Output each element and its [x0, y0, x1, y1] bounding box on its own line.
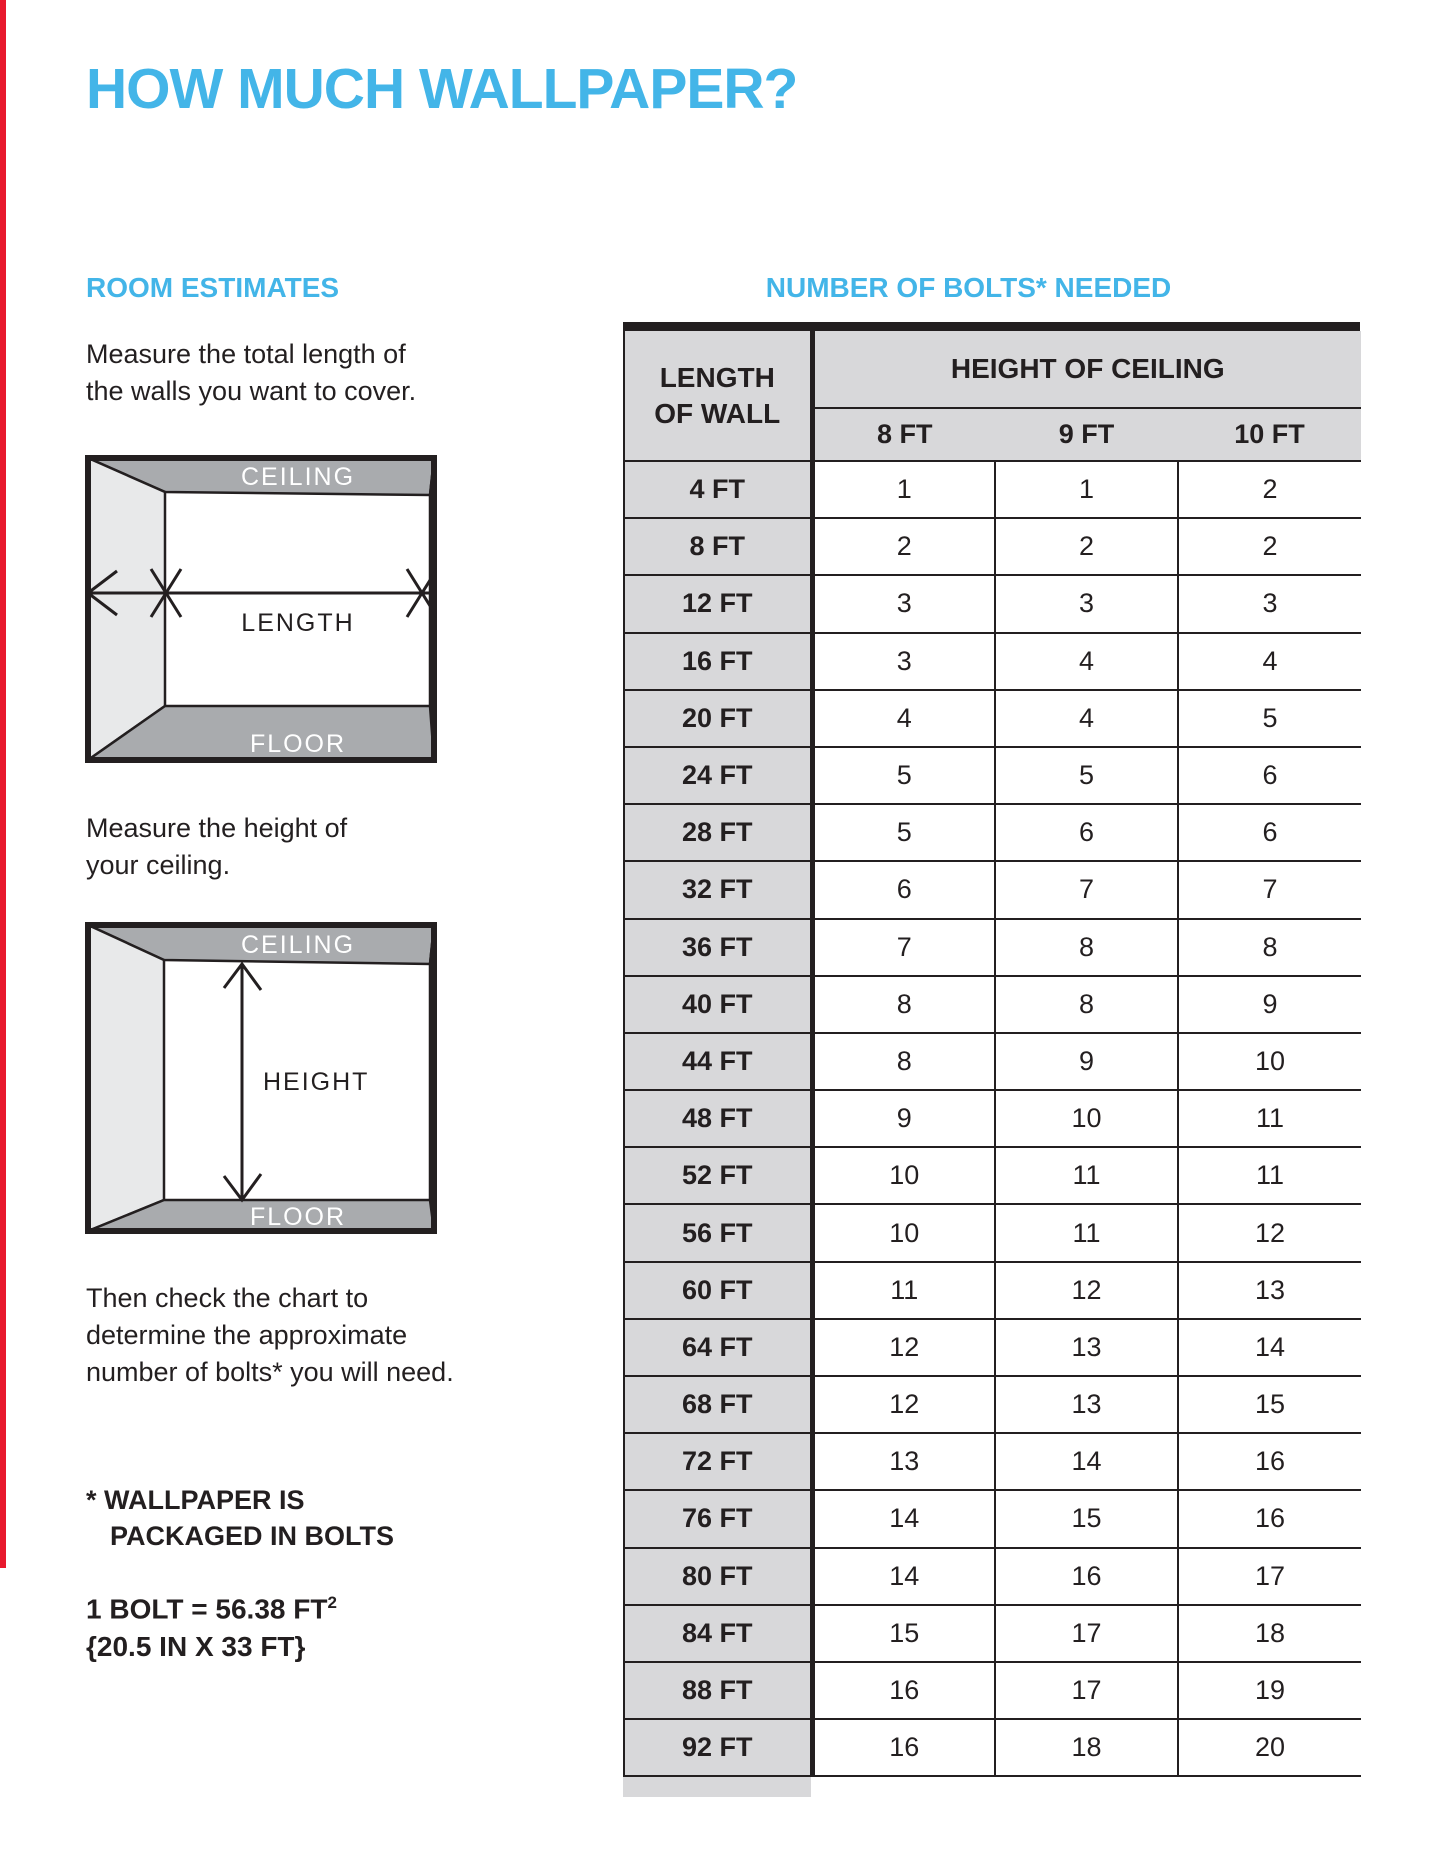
cell-8ft: 5 [812, 747, 995, 804]
height-of-ceiling-header: HEIGHT OF CEILING [812, 331, 1361, 408]
row-length-label: 88 FT [624, 1662, 812, 1719]
cell-9ft: 14 [995, 1433, 1178, 1490]
cell-9ft: 1 [995, 461, 1178, 518]
cell-9ft: 17 [995, 1662, 1178, 1719]
row-length-label: 12 FT [624, 575, 812, 632]
row-length-label: 48 FT [624, 1090, 812, 1147]
room-estimates-heading: ROOM ESTIMATES [86, 272, 340, 303]
cell-10ft: 8 [1178, 919, 1361, 976]
cell-9ft: 8 [995, 919, 1178, 976]
bolt-size-note [86, 1584, 337, 1666]
cell-10ft: 11 [1178, 1147, 1361, 1204]
cell-9ft: 4 [995, 690, 1178, 747]
page-title: HOW MUCH WALLPAPER? [86, 57, 798, 121]
table-row [624, 1376, 1361, 1433]
room-length-diagram [85, 455, 437, 763]
table-row [624, 804, 1361, 861]
floor-label: FLOOR [249, 1203, 347, 1231]
row-length-label: 20 FT [624, 690, 812, 747]
measure-height-paragraph [86, 810, 347, 884]
paragraph-line: Measure the height of [86, 813, 348, 843]
cell-8ft: 12 [812, 1376, 995, 1433]
table-header-row [624, 331, 1361, 408]
cell-9ft: 18 [995, 1719, 1178, 1776]
column-header-10ft: 10 FT [1178, 408, 1361, 461]
bolt-table-body [624, 461, 1361, 1776]
row-length-label: 68 FT [624, 1376, 812, 1433]
measure-length-paragraph [86, 336, 416, 410]
row-length-label: 76 FT [624, 1490, 812, 1547]
cell-8ft: 7 [812, 919, 995, 976]
cell-10ft: 2 [1178, 518, 1361, 575]
cell-8ft: 3 [812, 633, 995, 690]
row-length-label: 60 FT [624, 1262, 812, 1319]
ceiling-label: CEILING [240, 931, 356, 959]
row-length-label: 8 FT [624, 518, 812, 575]
cell-10ft: 5 [1178, 690, 1361, 747]
table-row [624, 1262, 1361, 1319]
cell-8ft: 8 [812, 976, 995, 1033]
table-row [624, 1662, 1361, 1719]
table-footer-stub [623, 1777, 811, 1797]
bolt-equation-text: 1 BOLT = 56.38 FT [86, 1593, 328, 1625]
length-label: LENGTH [241, 609, 355, 637]
paragraph-line: Measure the total length of [86, 339, 406, 369]
row-length-label: 52 FT [624, 1147, 812, 1204]
paragraph-line: determine the approximate [86, 1320, 408, 1350]
cell-10ft: 17 [1178, 1548, 1361, 1605]
cell-10ft: 16 [1178, 1433, 1361, 1490]
row-length-label: 56 FT [624, 1204, 812, 1261]
height-label: HEIGHT [263, 1068, 370, 1096]
row-length-label: 92 FT [624, 1719, 812, 1776]
cell-10ft: 14 [1178, 1319, 1361, 1376]
cell-8ft: 16 [812, 1719, 995, 1776]
table-row [624, 1090, 1361, 1147]
row-length-label: 32 FT [624, 861, 812, 918]
column-header-8ft: 8 FT [812, 408, 995, 461]
paragraph-line: number of bolts* you will need. [86, 1357, 454, 1387]
table-row [624, 1147, 1361, 1204]
cell-9ft: 2 [995, 518, 1178, 575]
ceiling-label: CEILING [240, 463, 356, 491]
cell-8ft: 11 [812, 1262, 995, 1319]
cell-8ft: 5 [812, 804, 995, 861]
cell-9ft: 3 [995, 575, 1178, 632]
length-of-wall-header [624, 331, 812, 461]
table-row [624, 1319, 1361, 1376]
cell-8ft: 14 [812, 1548, 995, 1605]
cell-8ft: 1 [812, 461, 995, 518]
table-row [624, 1033, 1361, 1090]
table-row [624, 861, 1361, 918]
cell-9ft: 11 [995, 1147, 1178, 1204]
row-length-label: 36 FT [624, 919, 812, 976]
bolt-equation-line [86, 1584, 337, 1628]
cell-10ft: 18 [1178, 1605, 1361, 1662]
table-row [624, 919, 1361, 976]
bolts-needed-heading: NUMBER OF BOLTS* NEEDED [765, 272, 1172, 303]
table-top-bar [623, 322, 1360, 331]
paragraph-line: Then check the chart to [86, 1283, 369, 1313]
cell-10ft: 4 [1178, 633, 1361, 690]
bolts-table [623, 331, 1361, 1777]
cell-9ft: 13 [995, 1376, 1178, 1433]
table-row [624, 747, 1361, 804]
table-row [624, 1433, 1361, 1490]
table-row [624, 690, 1361, 747]
cell-9ft: 8 [995, 976, 1178, 1033]
cell-8ft: 9 [812, 1090, 995, 1147]
table-row [624, 1719, 1361, 1776]
cell-9ft: 4 [995, 633, 1178, 690]
cell-9ft: 17 [995, 1605, 1178, 1662]
table-row [624, 633, 1361, 690]
row-length-label: 4 FT [624, 461, 812, 518]
row-length-label: 24 FT [624, 747, 812, 804]
cell-10ft: 3 [1178, 575, 1361, 632]
table-row [624, 1605, 1361, 1662]
cell-8ft: 10 [812, 1147, 995, 1204]
cell-8ft: 10 [812, 1204, 995, 1261]
cell-9ft: 6 [995, 804, 1178, 861]
cell-8ft: 6 [812, 861, 995, 918]
cell-10ft: 12 [1178, 1204, 1361, 1261]
table-row [624, 976, 1361, 1033]
header-line: OF WALL [654, 397, 781, 429]
table-row [624, 518, 1361, 575]
row-length-label: 64 FT [624, 1319, 812, 1376]
height-dimension-arrow [224, 964, 261, 1200]
column-header-9ft: 9 FT [995, 408, 1178, 461]
check-chart-paragraph [86, 1280, 454, 1391]
cell-9ft: 12 [995, 1262, 1178, 1319]
cell-9ft: 10 [995, 1090, 1178, 1147]
cell-10ft: 6 [1178, 804, 1361, 861]
cell-10ft: 13 [1178, 1262, 1361, 1319]
paragraph-line: the walls you want to cover. [86, 376, 417, 406]
header-line: LENGTH [659, 361, 775, 393]
cell-9ft: 5 [995, 747, 1178, 804]
cell-10ft: 6 [1178, 747, 1361, 804]
cell-10ft: 19 [1178, 1662, 1361, 1719]
row-length-label: 72 FT [624, 1433, 812, 1490]
cell-9ft: 16 [995, 1548, 1178, 1605]
cell-10ft: 20 [1178, 1719, 1361, 1776]
cell-9ft: 9 [995, 1033, 1178, 1090]
table-row [624, 1490, 1361, 1547]
table-row [624, 1204, 1361, 1261]
row-length-label: 40 FT [624, 976, 812, 1033]
row-length-label: 16 FT [624, 633, 812, 690]
cell-8ft: 2 [812, 518, 995, 575]
room-height-diagram [85, 922, 437, 1234]
cell-10ft: 7 [1178, 861, 1361, 918]
cell-9ft: 11 [995, 1204, 1178, 1261]
cell-9ft: 13 [995, 1319, 1178, 1376]
row-length-label: 28 FT [624, 804, 812, 861]
footnote-line: * WALLPAPER IS [86, 1485, 305, 1515]
cell-10ft: 15 [1178, 1376, 1361, 1433]
bolts-footnote [86, 1482, 394, 1554]
page-edge-stripe [0, 0, 6, 1568]
bolt-equation-superscript: 2 [327, 1593, 337, 1612]
cell-9ft: 15 [995, 1490, 1178, 1547]
cell-10ft: 16 [1178, 1490, 1361, 1547]
cell-8ft: 14 [812, 1490, 995, 1547]
row-length-label: 84 FT [624, 1605, 812, 1662]
cell-10ft: 2 [1178, 461, 1361, 518]
cell-10ft: 9 [1178, 976, 1361, 1033]
cell-9ft: 7 [995, 861, 1178, 918]
paragraph-line: your ceiling. [86, 850, 231, 880]
table-row [624, 575, 1361, 632]
row-length-label: 44 FT [624, 1033, 812, 1090]
cell-8ft: 8 [812, 1033, 995, 1090]
cell-8ft: 3 [812, 575, 995, 632]
cell-8ft: 16 [812, 1662, 995, 1719]
floor-label: FLOOR [249, 730, 347, 758]
footnote-line: PACKAGED IN BOLTS [110, 1521, 395, 1551]
bolt-dimensions-line: {20.5 IN X 33 FT} [86, 1631, 306, 1663]
cell-8ft: 15 [812, 1605, 995, 1662]
cell-8ft: 12 [812, 1319, 995, 1376]
cell-8ft: 13 [812, 1433, 995, 1490]
row-length-label: 80 FT [624, 1548, 812, 1605]
table-row [624, 461, 1361, 518]
bolts-table-container [623, 322, 1360, 1797]
cell-10ft: 10 [1178, 1033, 1361, 1090]
cell-8ft: 4 [812, 690, 995, 747]
cell-10ft: 11 [1178, 1090, 1361, 1147]
left-wall-surface [88, 925, 164, 1231]
table-row [624, 1548, 1361, 1605]
